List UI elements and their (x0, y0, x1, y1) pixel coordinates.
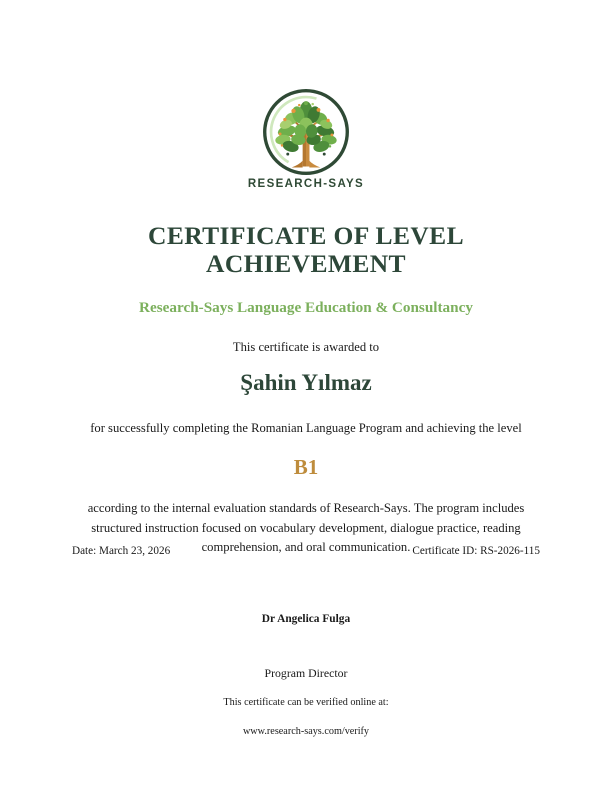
verification-label: This certificate can be verified online at: (223, 696, 389, 708)
issue-date: Date: March 23, 2026 (72, 545, 171, 557)
awarded-to-label: This certificate is awarded to (232, 340, 380, 355)
organization-name: Research-Says Language Education & Consultancy (139, 299, 473, 317)
certificate-title: CERTIFICATE OF LEVEL ACHIEVEMENT (148, 221, 464, 279)
completion-statement: for successfully completing the Romanian Language Program and achieving the level (90, 420, 522, 435)
signatory-role: Program Director (264, 665, 348, 680)
signatory-name: Dr Angelica Fulga (261, 613, 351, 625)
recipient-name: Şahin Yılmaz (240, 370, 372, 396)
certificate-content (0, 222, 612, 558)
signature-block (0, 613, 612, 738)
certificate-id: Certificate ID: RS-2026-115 (412, 545, 540, 557)
tree-in-circle-logo-icon (258, 84, 354, 180)
brand-logo-block (0, 84, 612, 190)
level-badge: B1 (293, 455, 319, 480)
verification-url[interactable]: www.research-says.com/verify (242, 726, 370, 738)
standards-statement: according to the internal evaluation standards of Research-Says. The program includes structured instruction focused on vocabulary development, dialogue practice, reading comprehension, and oral communication. (87, 501, 525, 555)
brand-wordmark: RESEARCH-SAYS (247, 178, 365, 190)
certificate-meta-row (72, 545, 540, 557)
